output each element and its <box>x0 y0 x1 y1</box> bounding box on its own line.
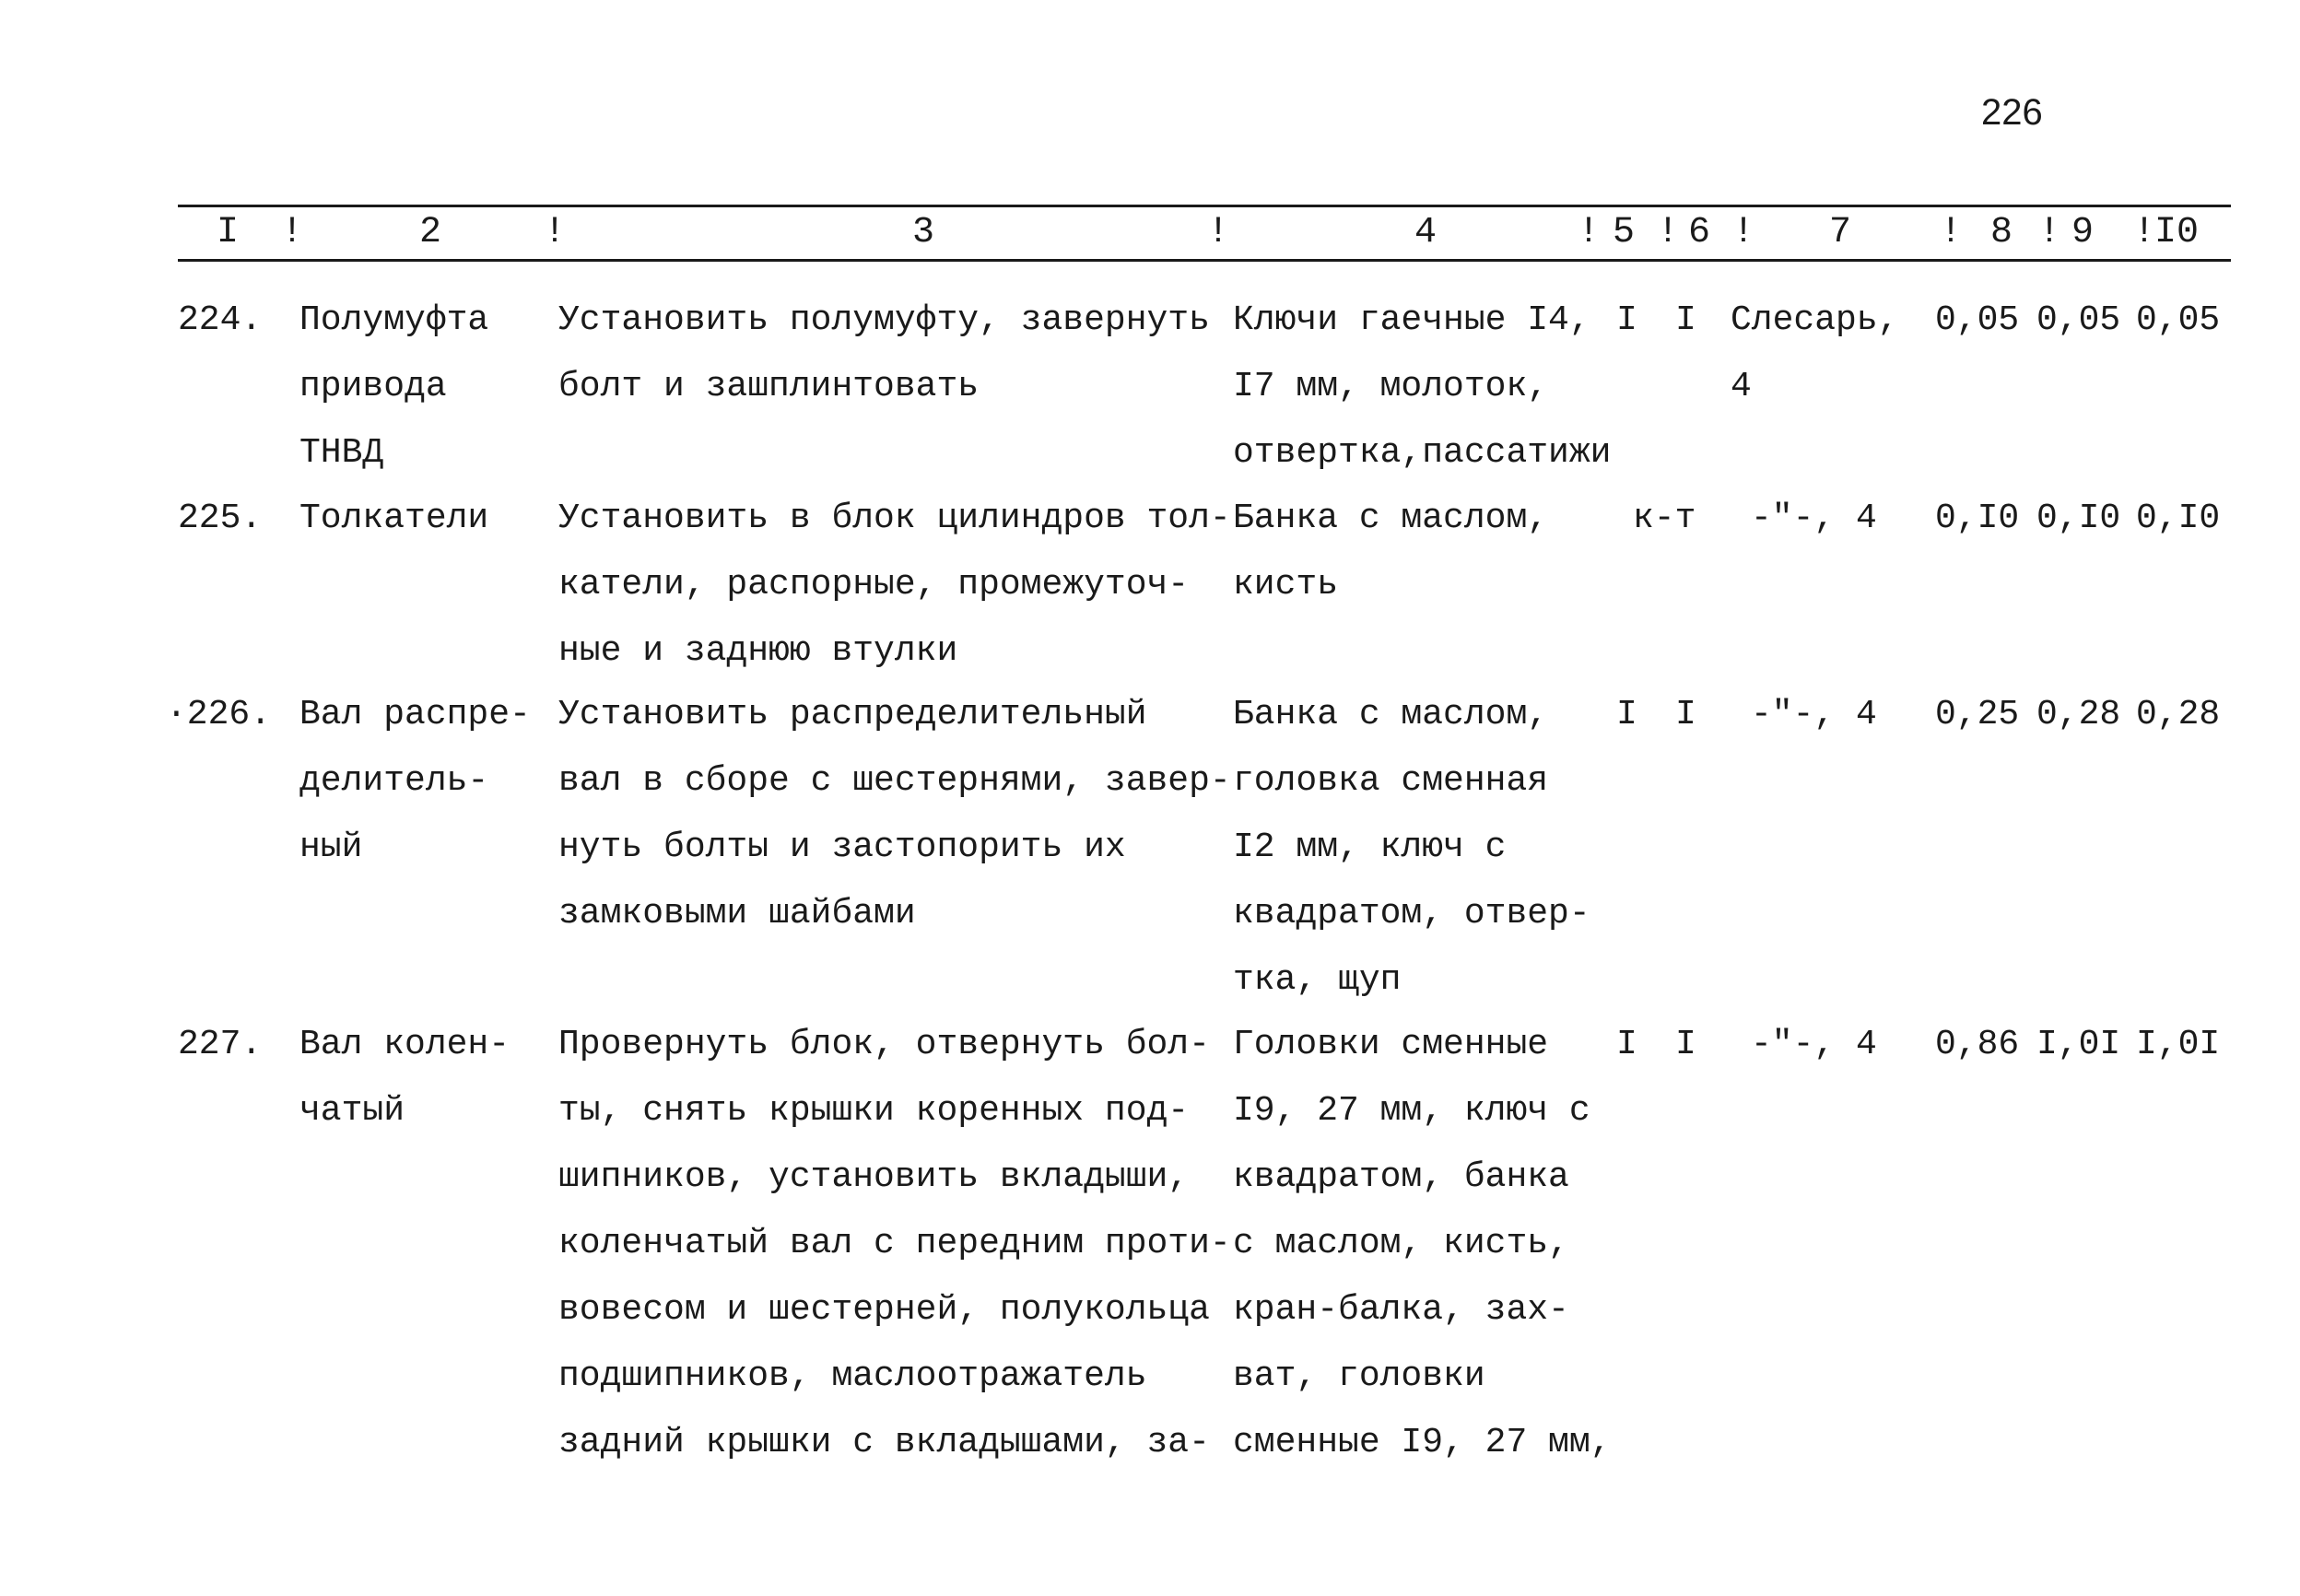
header-col-3: 3 <box>912 212 935 253</box>
row-col-8: 0,05 <box>1935 300 2020 340</box>
header-separator: ! <box>2133 212 2156 253</box>
row-operation: Установить в блок цилиндров тол- катели, распорные, промежуточ- ные и заднюю втулки <box>558 499 1231 671</box>
row-worker: -"-, 4 <box>1751 695 1877 734</box>
row-tools: Банка с маслом, кисть <box>1233 499 1549 604</box>
header-col-1: I <box>217 212 240 253</box>
header-separator: ! <box>544 212 567 253</box>
header-col-8: 8 <box>1990 212 2013 253</box>
row-part-name: Толкатели <box>299 499 489 538</box>
row-worker: -"-, 4 <box>1751 1025 1877 1064</box>
row-col-5: I <box>1616 695 1637 734</box>
header-bottom-rule <box>178 259 2231 262</box>
row-number: 224. <box>178 300 263 340</box>
row-col-8: 0,I0 <box>1935 499 2020 538</box>
row-col-5-6: к-т <box>1633 499 1696 538</box>
row-col-10: I,0I <box>2136 1025 2221 1064</box>
row-number: 225. <box>178 499 263 538</box>
header-col-5: 5 <box>1613 212 1636 253</box>
row-tools: Головки сменные I9, 27 мм, ключ с квадратом, банка с маслом, кисть, кран-балка, зах- ват, головки сменные I9, 27 мм, <box>1233 1025 1612 1462</box>
row-tools: Ключи гаечные I4, I7 мм, молоток, отвертка,пассатижи <box>1233 300 1612 473</box>
header-col-9: 9 <box>2071 212 2095 253</box>
row-part-name: Вал колен- чатый <box>299 1025 510 1131</box>
row-col-10: 0,05 <box>2136 300 2221 340</box>
row-col-8: 0,25 <box>1935 695 2020 734</box>
row-part-name: Вал распре- делитель- ный <box>299 695 531 867</box>
row-operation: Установить полумуфту, завернуть болт и зашплинтовать <box>558 300 1210 406</box>
row-col-9: 0,28 <box>2036 695 2121 734</box>
header-separator: ! <box>1732 212 1755 253</box>
row-operation: Провернуть блок, отвернуть бол- ты, снять крышки коренных под- шипников, установить вкладыши, коленчатый вал с передним проти- вовесом и шестерней, полукольца подшипников, маслоотражатель задний крышки с вкладышами, за- <box>558 1025 1231 1462</box>
header-col-10: I0 <box>2154 212 2200 253</box>
row-tools: Банка с маслом, головка сменная I2 мм, ключ с квадратом, отвер- тка, щуп <box>1233 695 1590 1000</box>
header-col-2: 2 <box>419 212 442 253</box>
row-number: ·226. <box>166 695 272 734</box>
header-col-7: 7 <box>1829 212 1852 253</box>
page-number: 226 <box>1981 92 2043 133</box>
header-separator: ! <box>1207 212 1230 253</box>
row-col-10: 0,28 <box>2136 695 2221 734</box>
row-part-name: Полумуфта привода ТНВД <box>299 300 489 473</box>
row-worker: -"-, 4 <box>1751 499 1877 538</box>
header-col-6: 6 <box>1688 212 1711 253</box>
header-separator: ! <box>281 212 304 253</box>
row-col-6: I <box>1675 695 1696 734</box>
row-col-5: I <box>1616 1025 1637 1064</box>
row-worker: Слесарь, 4 <box>1731 300 1899 406</box>
header-separator: ! <box>2038 212 2061 253</box>
row-col-5: I <box>1616 300 1637 340</box>
row-operation: Установить распределительный вал в сборе с шестернями, завер- нуть болты и застопорить их замковыми шайбами <box>558 695 1231 933</box>
header-separator: ! <box>1940 212 1963 253</box>
header-col-4: 4 <box>1414 212 1438 253</box>
row-col-6: I <box>1675 300 1696 340</box>
row-col-6: I <box>1675 1025 1696 1064</box>
row-col-8: 0,86 <box>1935 1025 2020 1064</box>
header-separator: ! <box>1578 212 1601 253</box>
header-separator: ! <box>1657 212 1680 253</box>
row-col-10: 0,I0 <box>2136 499 2221 538</box>
row-col-9: 0,I0 <box>2036 499 2121 538</box>
row-col-9: I,0I <box>2036 1025 2121 1064</box>
row-col-9: 0,05 <box>2036 300 2121 340</box>
header-top-rule <box>178 205 2231 207</box>
row-number: 227. <box>178 1025 263 1064</box>
